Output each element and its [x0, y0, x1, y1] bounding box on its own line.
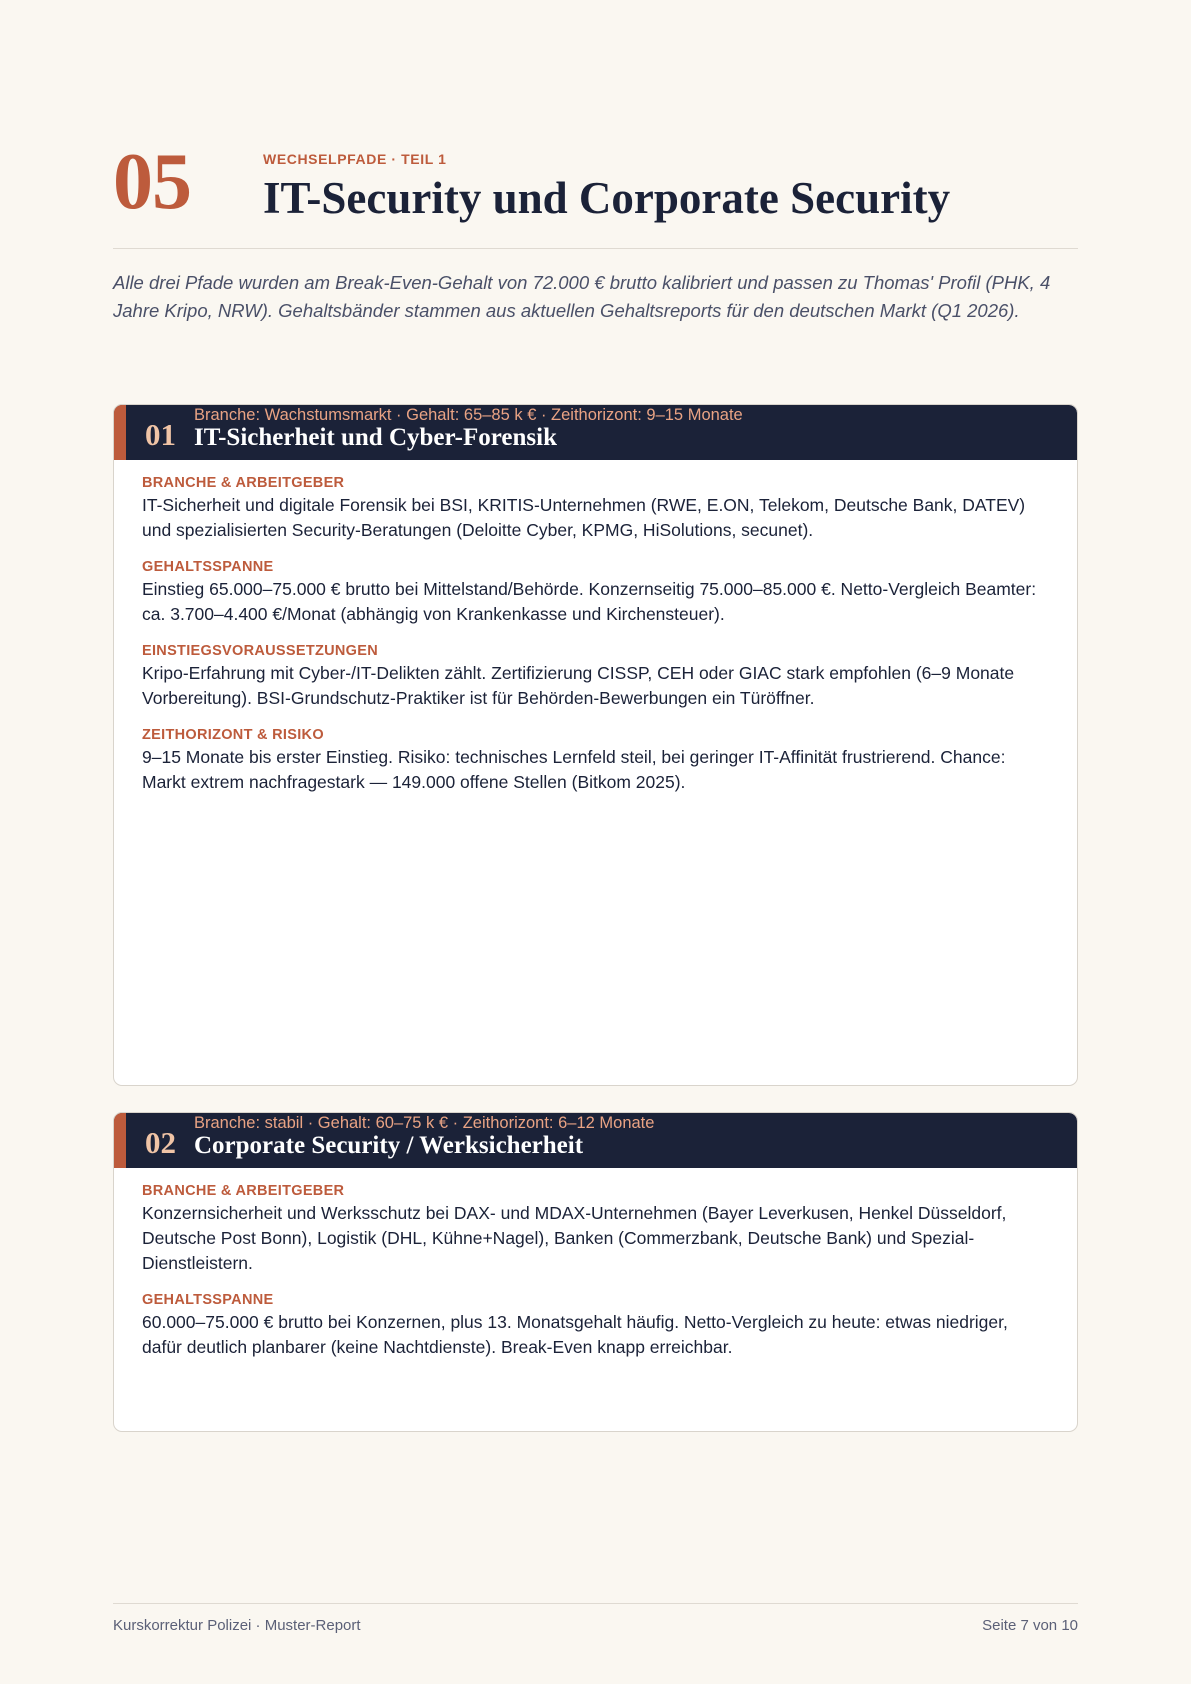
section-text: Kripo-Erfahrung mit Cyber-/IT-Delikten zählt. Zertifizierung CISSP, CEH oder GIAC stark empfohlen (6–9 Monate Vorbereitung). BSI-Grundschutz-Praktiker ist für Behörden-Bewerbungen ein Türöffner.: [142, 663, 1015, 708]
section-requirements: [142, 642, 1049, 711]
card-body: [114, 460, 1077, 795]
card-number: 01: [145, 417, 176, 452]
section-label: ZEITHORIZONT & RISIKO: [142, 727, 324, 743]
section-text: 60.000–75.000 € brutto bei Konzernen, plus 13. Monatsgehalt häufig. Netto-Vergleich zu heute: etwas niedriger, dafür deutlich planbarer (keine Nachtdienste). Break-Even knapp erreichbar.: [142, 1312, 1008, 1357]
intro-paragraph: Alle drei Pfade wurden am Break-Even-Gehalt von 72.000 € brutto kalibriert und passen zu Thomas' Profil (PHK, 4 Jahre Kripo, NRW). Gehaltsbänder stammen aus aktuellen Gehaltsreports für den deutschen Markt (Q1 2026).: [113, 272, 1051, 321]
chapter-header: [113, 138, 1078, 249]
path-card-it-security: [113, 404, 1078, 1086]
section-text: IT-Sicherheit und digitale Forensik bei BSI, KRITIS-Unternehmen (RWE, E.ON, Telekom, Deutsche Bank, DATEV) und spezialisierten Security-Beratungen (Deloitte Cyber, KPMG, HiSolutions, secunet).: [142, 495, 1026, 540]
section-label: GEHALTSSPANNE: [142, 559, 274, 575]
section-salary: [142, 1291, 1049, 1360]
card-title: IT-Sicherheit und Cyber-Forensik: [194, 424, 558, 451]
card-accent-bar: [114, 1113, 126, 1168]
card-header: [114, 1113, 1077, 1168]
card-meta: Branche: stabil · Gehalt: 60–75 k € · Zeithorizont: 6–12 Monate: [194, 1114, 655, 1132]
chapter-kicker: WECHSELPFADE · TEIL 1: [263, 151, 447, 167]
section-timeline-risk: [142, 726, 1049, 795]
chapter-title: IT-Security und Corporate Security: [263, 173, 951, 223]
card-meta: Branche: Wachstumsmarkt · Gehalt: 65–85 k € · Zeithorizont: 9–15 Monate: [194, 406, 743, 424]
footer-page-number: Seite 7 von 10: [982, 1617, 1078, 1634]
section-label: GEHALTSSPANNE: [142, 1292, 274, 1308]
section-salary: [142, 558, 1049, 627]
section-text: 9–15 Monate bis erster Einstieg. Risiko: technisches Lernfeld steil, bei geringer IT-Affinität frustrierend. Chance: Markt extrem nachfragestark — 149.000 offene Stellen (Bitkom 2025).: [142, 747, 1006, 792]
footer-report-name: Kurskorrektur Polizei · Muster-Report: [113, 1617, 361, 1634]
section-text: Einstieg 65.000–75.000 € brutto bei Mittelstand/Behörde. Konzernseitig 75.000–85.000 €. Netto-Vergleich Beamter: ca. 3.700–4.400 €/Monat (abhängig von Krankenkasse und Kirchensteuer).: [142, 579, 1037, 624]
section-employers: [142, 474, 1049, 543]
card-header: [114, 405, 1077, 460]
page-footer: [113, 1603, 1078, 1634]
section-label: BRANCHE & ARBEITGEBER: [142, 1183, 345, 1199]
section-label: BRANCHE & ARBEITGEBER: [142, 475, 345, 491]
section-label: EINSTIEGSVORAUSSETZUNGEN: [142, 643, 379, 659]
card-accent-bar: [114, 405, 126, 460]
section-text: Konzernsicherheit und Werksschutz bei DAX- und MDAX-Unternehmen (Bayer Leverkusen, Henkel Düsseldorf, Deutsche Post Bonn), Logistik (DHL, Kühne+Nagel), Banken (Commerzbank, Deutsche Bank) und Spezial-Dienstleistern.: [142, 1203, 1007, 1273]
card-title: Corporate Security / Werksicherheit: [194, 1132, 584, 1159]
section-employers: [142, 1182, 1049, 1276]
path-card-corporate-security: [113, 1112, 1078, 1432]
card-body: [114, 1168, 1077, 1360]
card-number: 02: [145, 1125, 176, 1160]
chapter-number: 05: [113, 138, 191, 226]
